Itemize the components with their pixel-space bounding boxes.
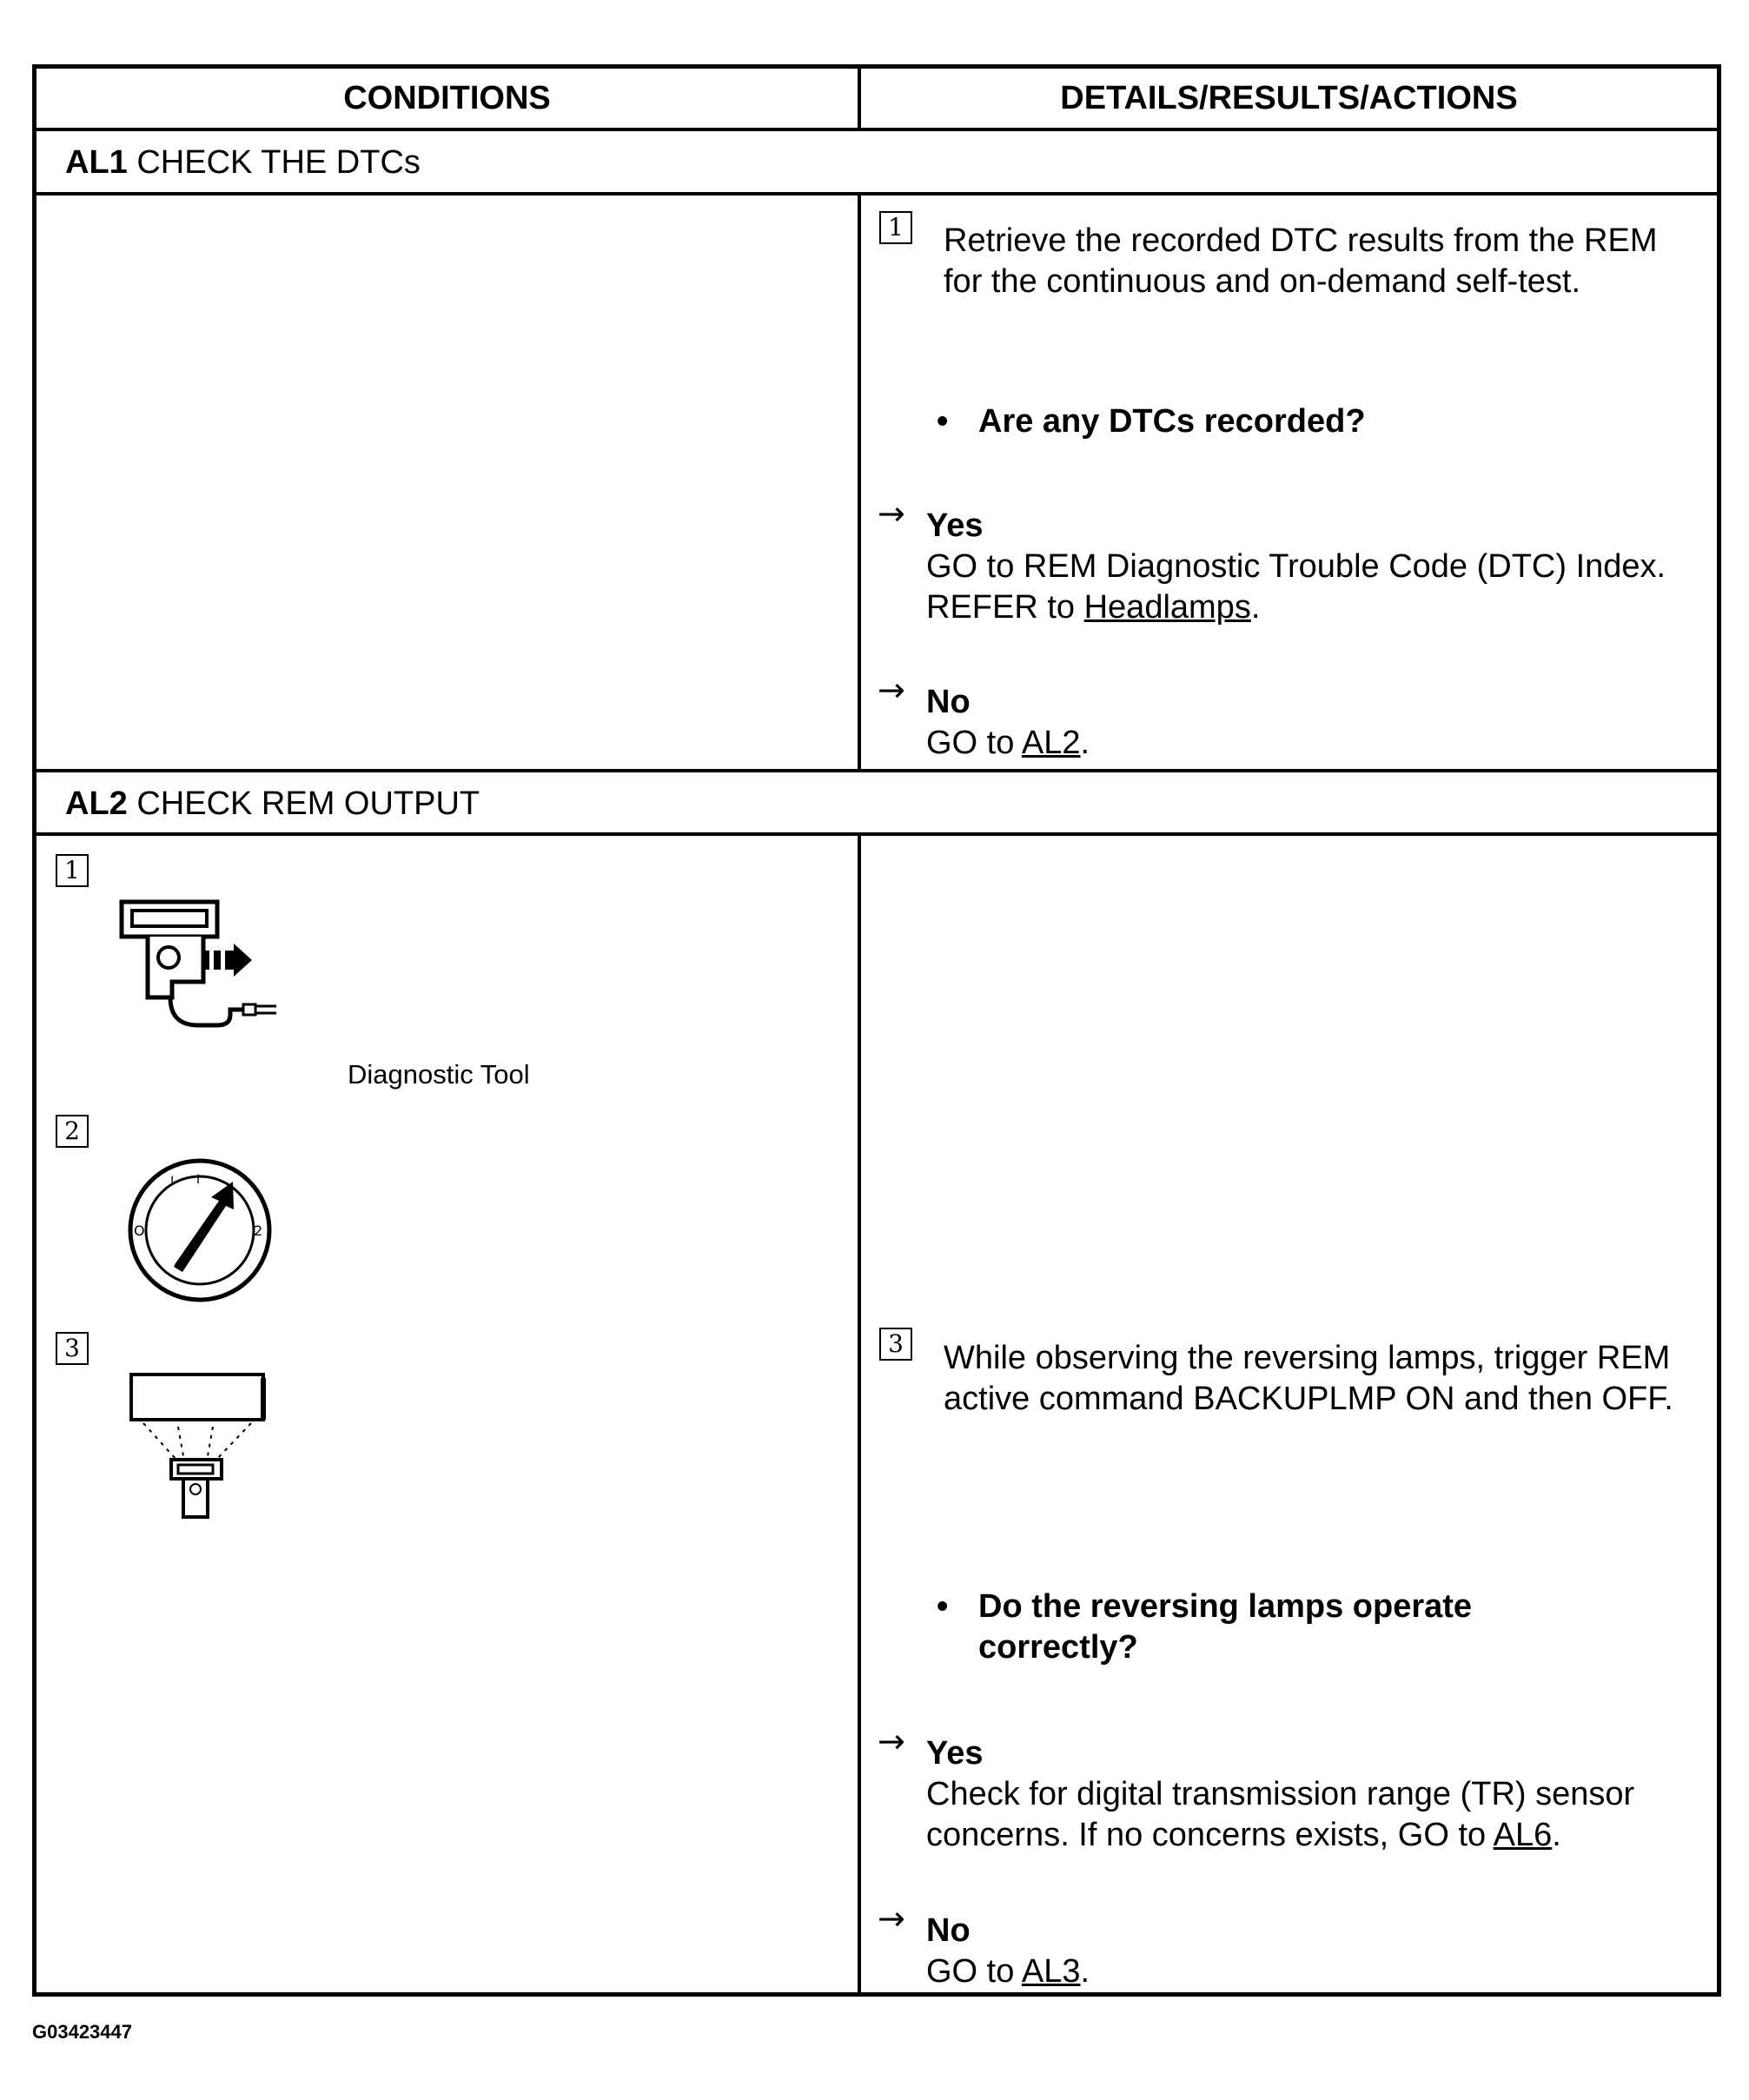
al2-no-end: . [1080, 1953, 1090, 1990]
al2-step-number-box: 3 [879, 1328, 912, 1361]
al2-yes-end: . [1552, 1817, 1561, 1853]
al1-no-response [926, 682, 1691, 764]
al1-no-end: . [1080, 725, 1090, 761]
al2-cond-step-2-box: 2 [56, 1115, 89, 1148]
al1-code: AL1 [65, 144, 128, 181]
table-border-left [32, 64, 36, 1997]
al2-question-line-2: correctly? [978, 1629, 1138, 1666]
al2-cond-step-3-box: 3 [56, 1332, 89, 1365]
table-border-right [1717, 64, 1721, 1997]
column-divider-al1 [858, 192, 861, 772]
al2-title-top-divider [32, 769, 1721, 772]
al2-no-response [926, 1911, 1691, 1992]
al2-yes-arrow-icon: → [878, 1722, 905, 1760]
al2-title-bottom-divider [32, 832, 1721, 836]
al1-section-title [65, 144, 421, 182]
al1-no-arrow-icon: → [878, 671, 905, 709]
al2-instruction: While observing the reversing lamps, trigger REM active command BACKUPLMP ON and then OFF. [944, 1340, 1673, 1417]
svg-text:O: O [134, 1222, 145, 1239]
svg-text:I: I [196, 1173, 201, 1187]
svg-text:2: 2 [254, 1222, 263, 1239]
al2-no-label: No [926, 1912, 971, 1949]
al1-yes-end: . [1250, 589, 1261, 626]
bullet-icon: • [937, 1588, 949, 1625]
al2-al3-link[interactable]: AL3 [1021, 1953, 1081, 1990]
details-header: DETAILS/RESULTS/ACTIONS [1060, 80, 1518, 116]
table-border-top [32, 64, 1721, 69]
al1-question-text: Are any DTCs recorded? [978, 403, 1366, 440]
al1-al2-link[interactable]: AL2 [1021, 725, 1081, 761]
figure-code: G03423447 [32, 2021, 132, 2043]
al1-yes-label: Yes [926, 507, 984, 544]
al1-headlamps-link[interactable]: Headlamps [1083, 589, 1251, 626]
al1-no-label: No [926, 684, 971, 720]
column-divider-al2 [858, 832, 861, 1997]
al2-no-text: GO to [926, 1953, 1015, 1990]
al1-title-divider [32, 192, 1721, 195]
diagnostic-tool-caption: Diagnostic Tool [348, 1059, 530, 1090]
al2-al6-link[interactable]: AL6 [1493, 1817, 1553, 1853]
al2-section-title [65, 785, 480, 823]
table-border-bottom [32, 1992, 1721, 1997]
al1-no-text: GO to [926, 725, 1015, 761]
al1-title: CHECK THE DTCs [136, 144, 421, 181]
al2-question-line-1: Do the reversing lamps operate [978, 1588, 1473, 1625]
al2-yes-label: Yes [926, 1735, 984, 1772]
vehicle-scan-tool-icon [126, 1369, 274, 1526]
al1-yes-response [926, 506, 1691, 628]
header-divider [32, 128, 1721, 131]
al2-question [937, 1587, 1649, 1670]
al1-step-number-box: 1 [879, 211, 912, 244]
al2-no-arrow-icon: → [878, 1899, 905, 1938]
diagnostic-tool-icon [113, 895, 287, 1043]
al1-yes-arrow-icon: → [878, 494, 905, 533]
conditions-header: CONDITIONS [343, 80, 551, 116]
bullet-icon: • [937, 403, 949, 440]
al1-question [937, 401, 1632, 445]
al2-title: CHECK REM OUTPUT [136, 785, 480, 822]
al2-yes-text: Check for digital transmission range (TR) sensor concerns. If no concerns exists, GO to [926, 1776, 1635, 1853]
svg-text:I: I [170, 1175, 175, 1189]
al1-instruction: Retrieve the recorded DTC results from the REM for the continuous and on-demand self-test. [944, 222, 1658, 300]
ignition-switch-icon [122, 1152, 278, 1308]
al2-yes-response [926, 1733, 1713, 1856]
al2-cond-step-1-box: 1 [56, 854, 89, 887]
al2-code: AL2 [65, 785, 128, 822]
al1-yes-text: GO to REM Diagnostic Trouble Code (DTC) Index. REFER to [926, 548, 1666, 626]
